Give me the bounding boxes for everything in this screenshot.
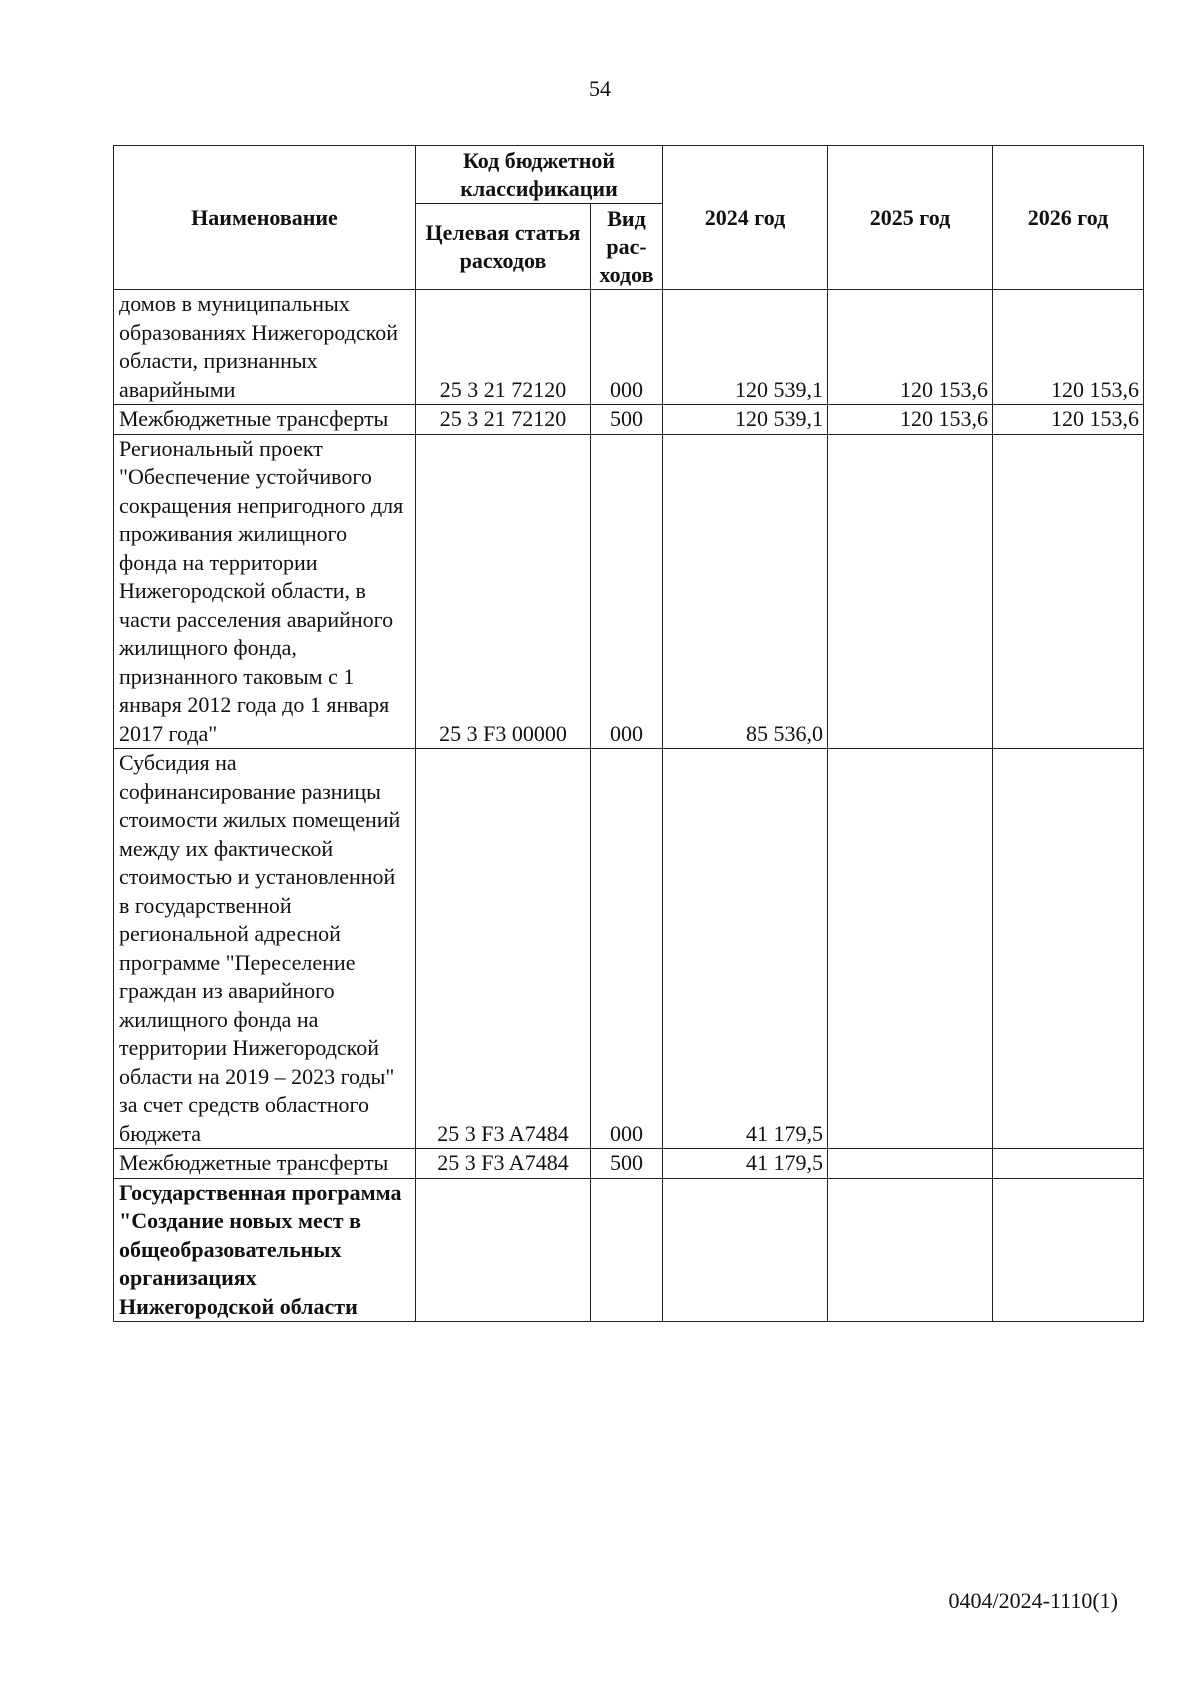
budget-table <box>113 145 1144 1322</box>
table-row <box>114 1149 1144 1179</box>
row-vid: 000 <box>591 749 663 1149</box>
header-vid: Вид рас-ходов <box>591 204 663 290</box>
row-name: Межбюджетные трансферты <box>114 1149 416 1179</box>
table-row <box>114 1178 1144 1322</box>
table-row <box>114 434 1144 749</box>
row-2025 <box>828 749 993 1149</box>
row-2026: 120 153,6 <box>993 290 1144 405</box>
table-header <box>114 146 1144 290</box>
row-2025: 120 153,6 <box>828 405 993 435</box>
row-2024: 85 536,0 <box>663 434 828 749</box>
row-vid: 000 <box>591 290 663 405</box>
row-code <box>416 1178 591 1322</box>
row-2024: 120 539,1 <box>663 405 828 435</box>
header-name: Наименование <box>114 146 416 290</box>
header-2025: 2025 год <box>828 146 993 290</box>
row-2024 <box>663 1178 828 1322</box>
row-2025: 120 153,6 <box>828 290 993 405</box>
row-2026 <box>993 434 1144 749</box>
row-vid: 500 <box>591 1149 663 1179</box>
row-2025 <box>828 1178 993 1322</box>
row-2026 <box>993 749 1144 1149</box>
row-name: домов в муниципальных образованиях Нижегородской области, признанных аварийными <box>114 290 416 405</box>
header-2024: 2024 год <box>663 146 828 290</box>
row-code: 25 3 F3 A7484 <box>416 1149 591 1179</box>
table-row <box>114 290 1144 405</box>
row-vid: 500 <box>591 405 663 435</box>
row-2025 <box>828 434 993 749</box>
row-2024: 120 539,1 <box>663 290 828 405</box>
table-row <box>114 749 1144 1149</box>
row-name: Субсидия на софинансирование разницы стоимости жилых помещений между их фактической стоимостью и установленной в государственной региональной адресной программе "Переселение граждан из аварийного жилищного фонда на территории Нижегородской области на 2019 – 2023 годы" за счет средств областного бюджета <box>114 749 416 1149</box>
row-2025 <box>828 1149 993 1179</box>
row-2026 <box>993 1149 1144 1179</box>
row-2024: 41 179,5 <box>663 749 828 1149</box>
table-row <box>114 405 1144 435</box>
row-vid <box>591 1178 663 1322</box>
row-name: Региональный проект "Обеспечение устойчивого сокращения непригодного для проживания жилищного фонда на территории Нижегородской области, в части расселения аварийного жилищного фонда, признанного таковым с 1 января 2012 года до 1 января 2017 года" <box>114 434 416 749</box>
document-number: 0404/2024-1110(1) <box>948 1588 1118 1613</box>
row-code: 25 3 21 72120 <box>416 405 591 435</box>
row-name: Межбюджетные трансферты <box>114 405 416 435</box>
row-code: 25 3 F3 00000 <box>416 434 591 749</box>
row-name: Государственная программа "Создание новых мест в общеобразовательных организациях Нижегородской области <box>114 1178 416 1322</box>
row-code: 25 3 F3 A7484 <box>416 749 591 1149</box>
row-vid: 000 <box>591 434 663 749</box>
row-code: 25 3 21 72120 <box>416 290 591 405</box>
header-target: Целевая статья расходов <box>416 204 591 290</box>
row-2024: 41 179,5 <box>663 1149 828 1179</box>
page-number: 54 <box>589 76 611 101</box>
header-2026: 2026 год <box>993 146 1144 290</box>
row-2026 <box>993 1178 1144 1322</box>
row-2026: 120 153,6 <box>993 405 1144 435</box>
header-code-group: Код бюджетной классификации <box>416 146 663 204</box>
